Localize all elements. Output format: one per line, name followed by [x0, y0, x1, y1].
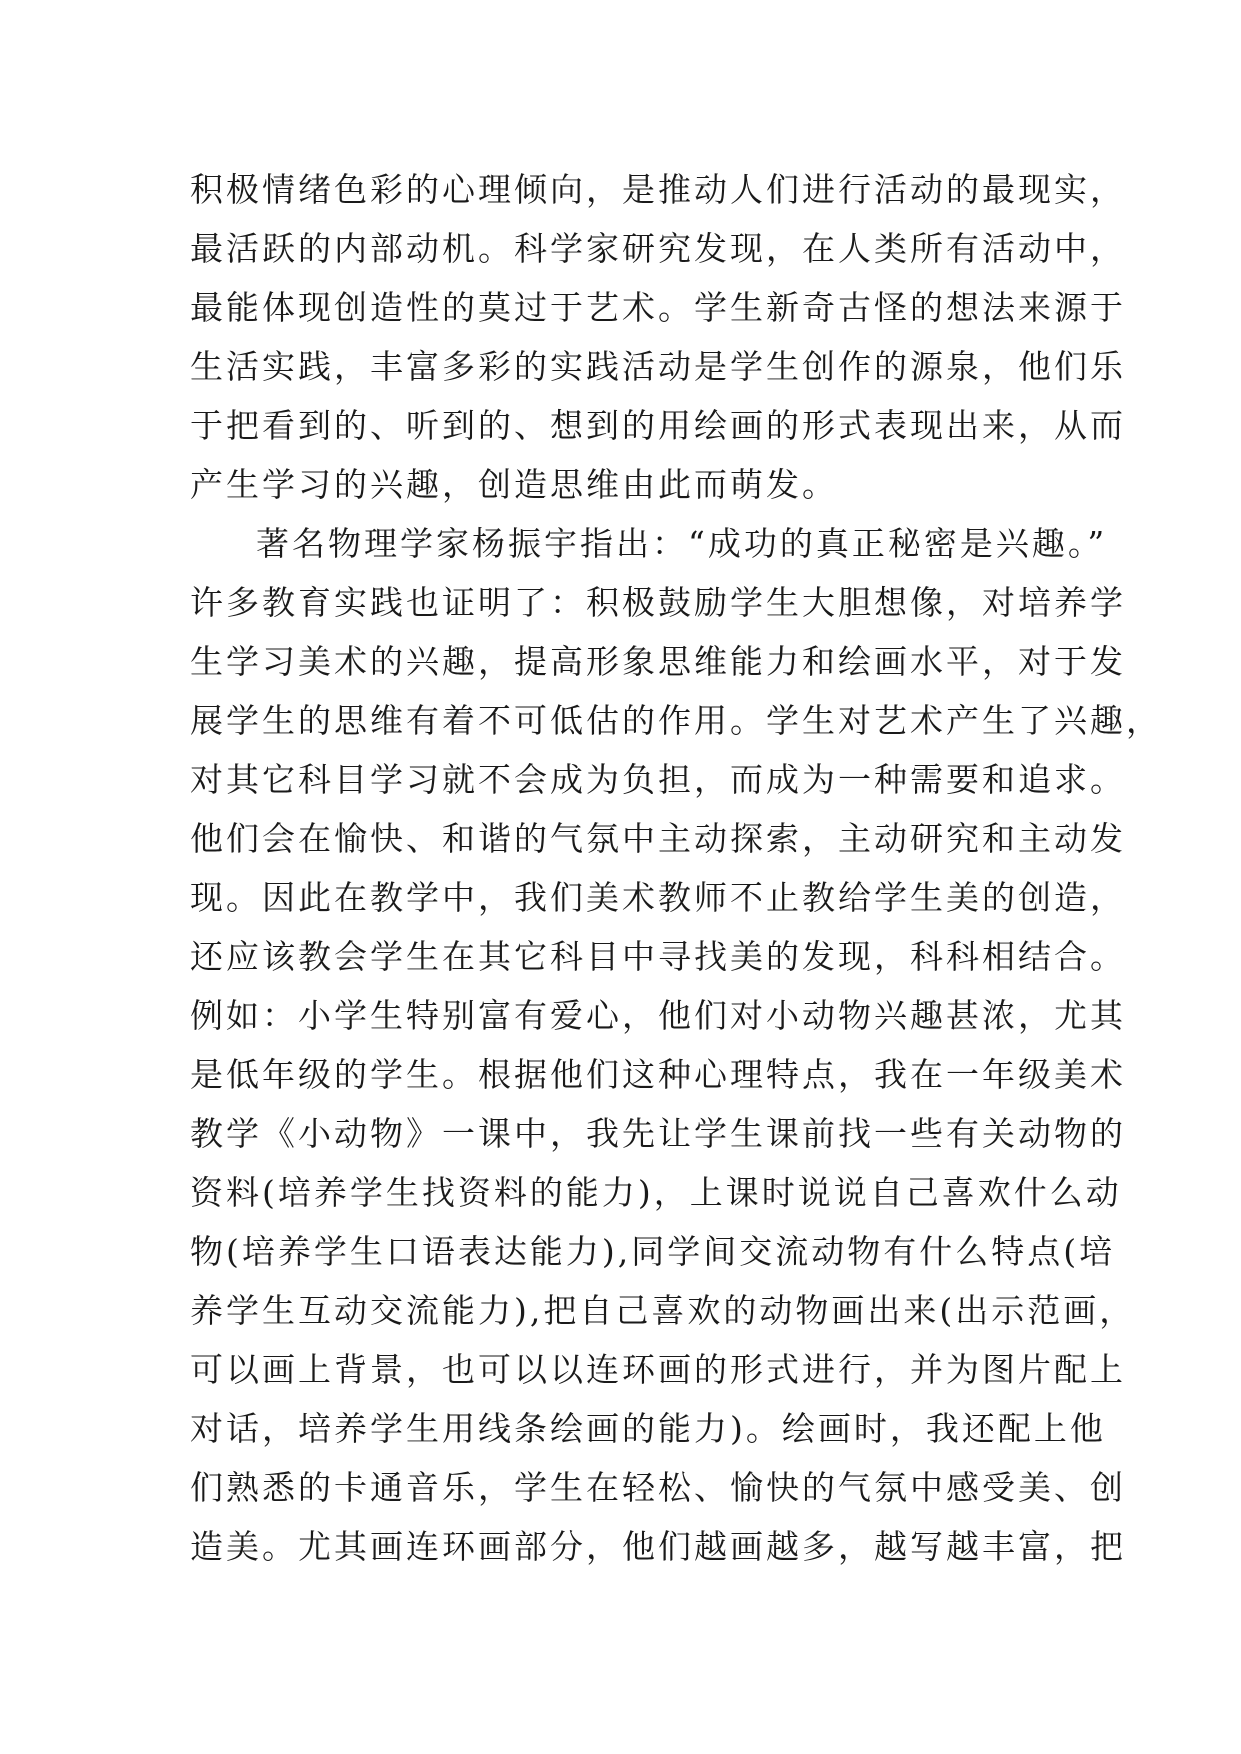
text-line: 产生学习的兴趣，创造思维由此而萌发。	[190, 465, 838, 504]
text-line: 可以画上背景，也可以以连环画的形式进行，并为图片配上	[190, 1350, 1126, 1389]
body-text	[190, 160, 1162, 1576]
text-line: 例如：小学生特别富有爱心，他们对小动物兴趣甚浓，尤其	[190, 996, 1126, 1035]
text-line: 最活跃的内部动机。科学家研究发现，在人类所有活动中，	[190, 229, 1126, 268]
text-line: 许多教育实践也证明了：积极鼓励学生大胆想像，对培养学	[190, 583, 1126, 622]
text-line: 是低年级的学生。根据他们这种心理特点，我在一年级美术	[190, 1055, 1126, 1094]
text-line: 于把看到的、听到的、想到的用绘画的形式表现出来，从而	[190, 406, 1126, 445]
paragraph-start-line: 著名物理学家杨振宇指出：“成功的真正秘密是兴趣。”	[256, 524, 1108, 563]
text-line: 们熟悉的卡通音乐，学生在轻松、愉快的气氛中感受美、创	[190, 1468, 1126, 1507]
text-line: 物(培养学生口语表达能力),同学间交流动物有什么特点(培	[190, 1232, 1116, 1271]
text-line: 还应该教会学生在其它科目中寻找美的发现，科科相结合。	[190, 937, 1126, 976]
text-line: 对话，培养学生用线条绘画的能力)。绘画时，我还配上他	[190, 1409, 1106, 1448]
text-line: 养学生互动交流能力),把自己喜欢的动物画出来(出示范画，	[190, 1291, 1136, 1330]
text-line: 现。因此在教学中，我们美术教师不止教给学生美的创造，	[190, 878, 1126, 917]
text-line: 积极情绪色彩的心理倾向，是推动人们进行活动的最现实，	[190, 170, 1126, 209]
text-line: 生学习美术的兴趣，提高形象思维能力和绘画水平，对于发	[190, 642, 1126, 681]
text-line: 生活实践，丰富多彩的实践活动是学生创作的源泉，他们乐	[190, 347, 1126, 386]
text-line: 最能体现创造性的莫过于艺术。学生新奇古怪的想法来源于	[190, 288, 1126, 327]
text-line: 对其它科目学习就不会成为负担，而成为一种需要和追求。	[190, 760, 1126, 799]
text-line: 造美。尤其画连环画部分，他们越画越多，越写越丰富，把	[190, 1527, 1126, 1566]
text-line: 展学生的思维有着不可低估的作用。学生对艺术产生了兴趣，	[190, 701, 1162, 740]
text-line: 他们会在愉快、和谐的气氛中主动探索，主动研究和主动发	[190, 819, 1126, 858]
text-line: 教学《小动物》一课中，我先让学生课前找一些有关动物的	[190, 1114, 1126, 1153]
text-line: 资料(培养学生找资料的能力)，上课时说说自己喜欢什么动	[190, 1173, 1122, 1212]
